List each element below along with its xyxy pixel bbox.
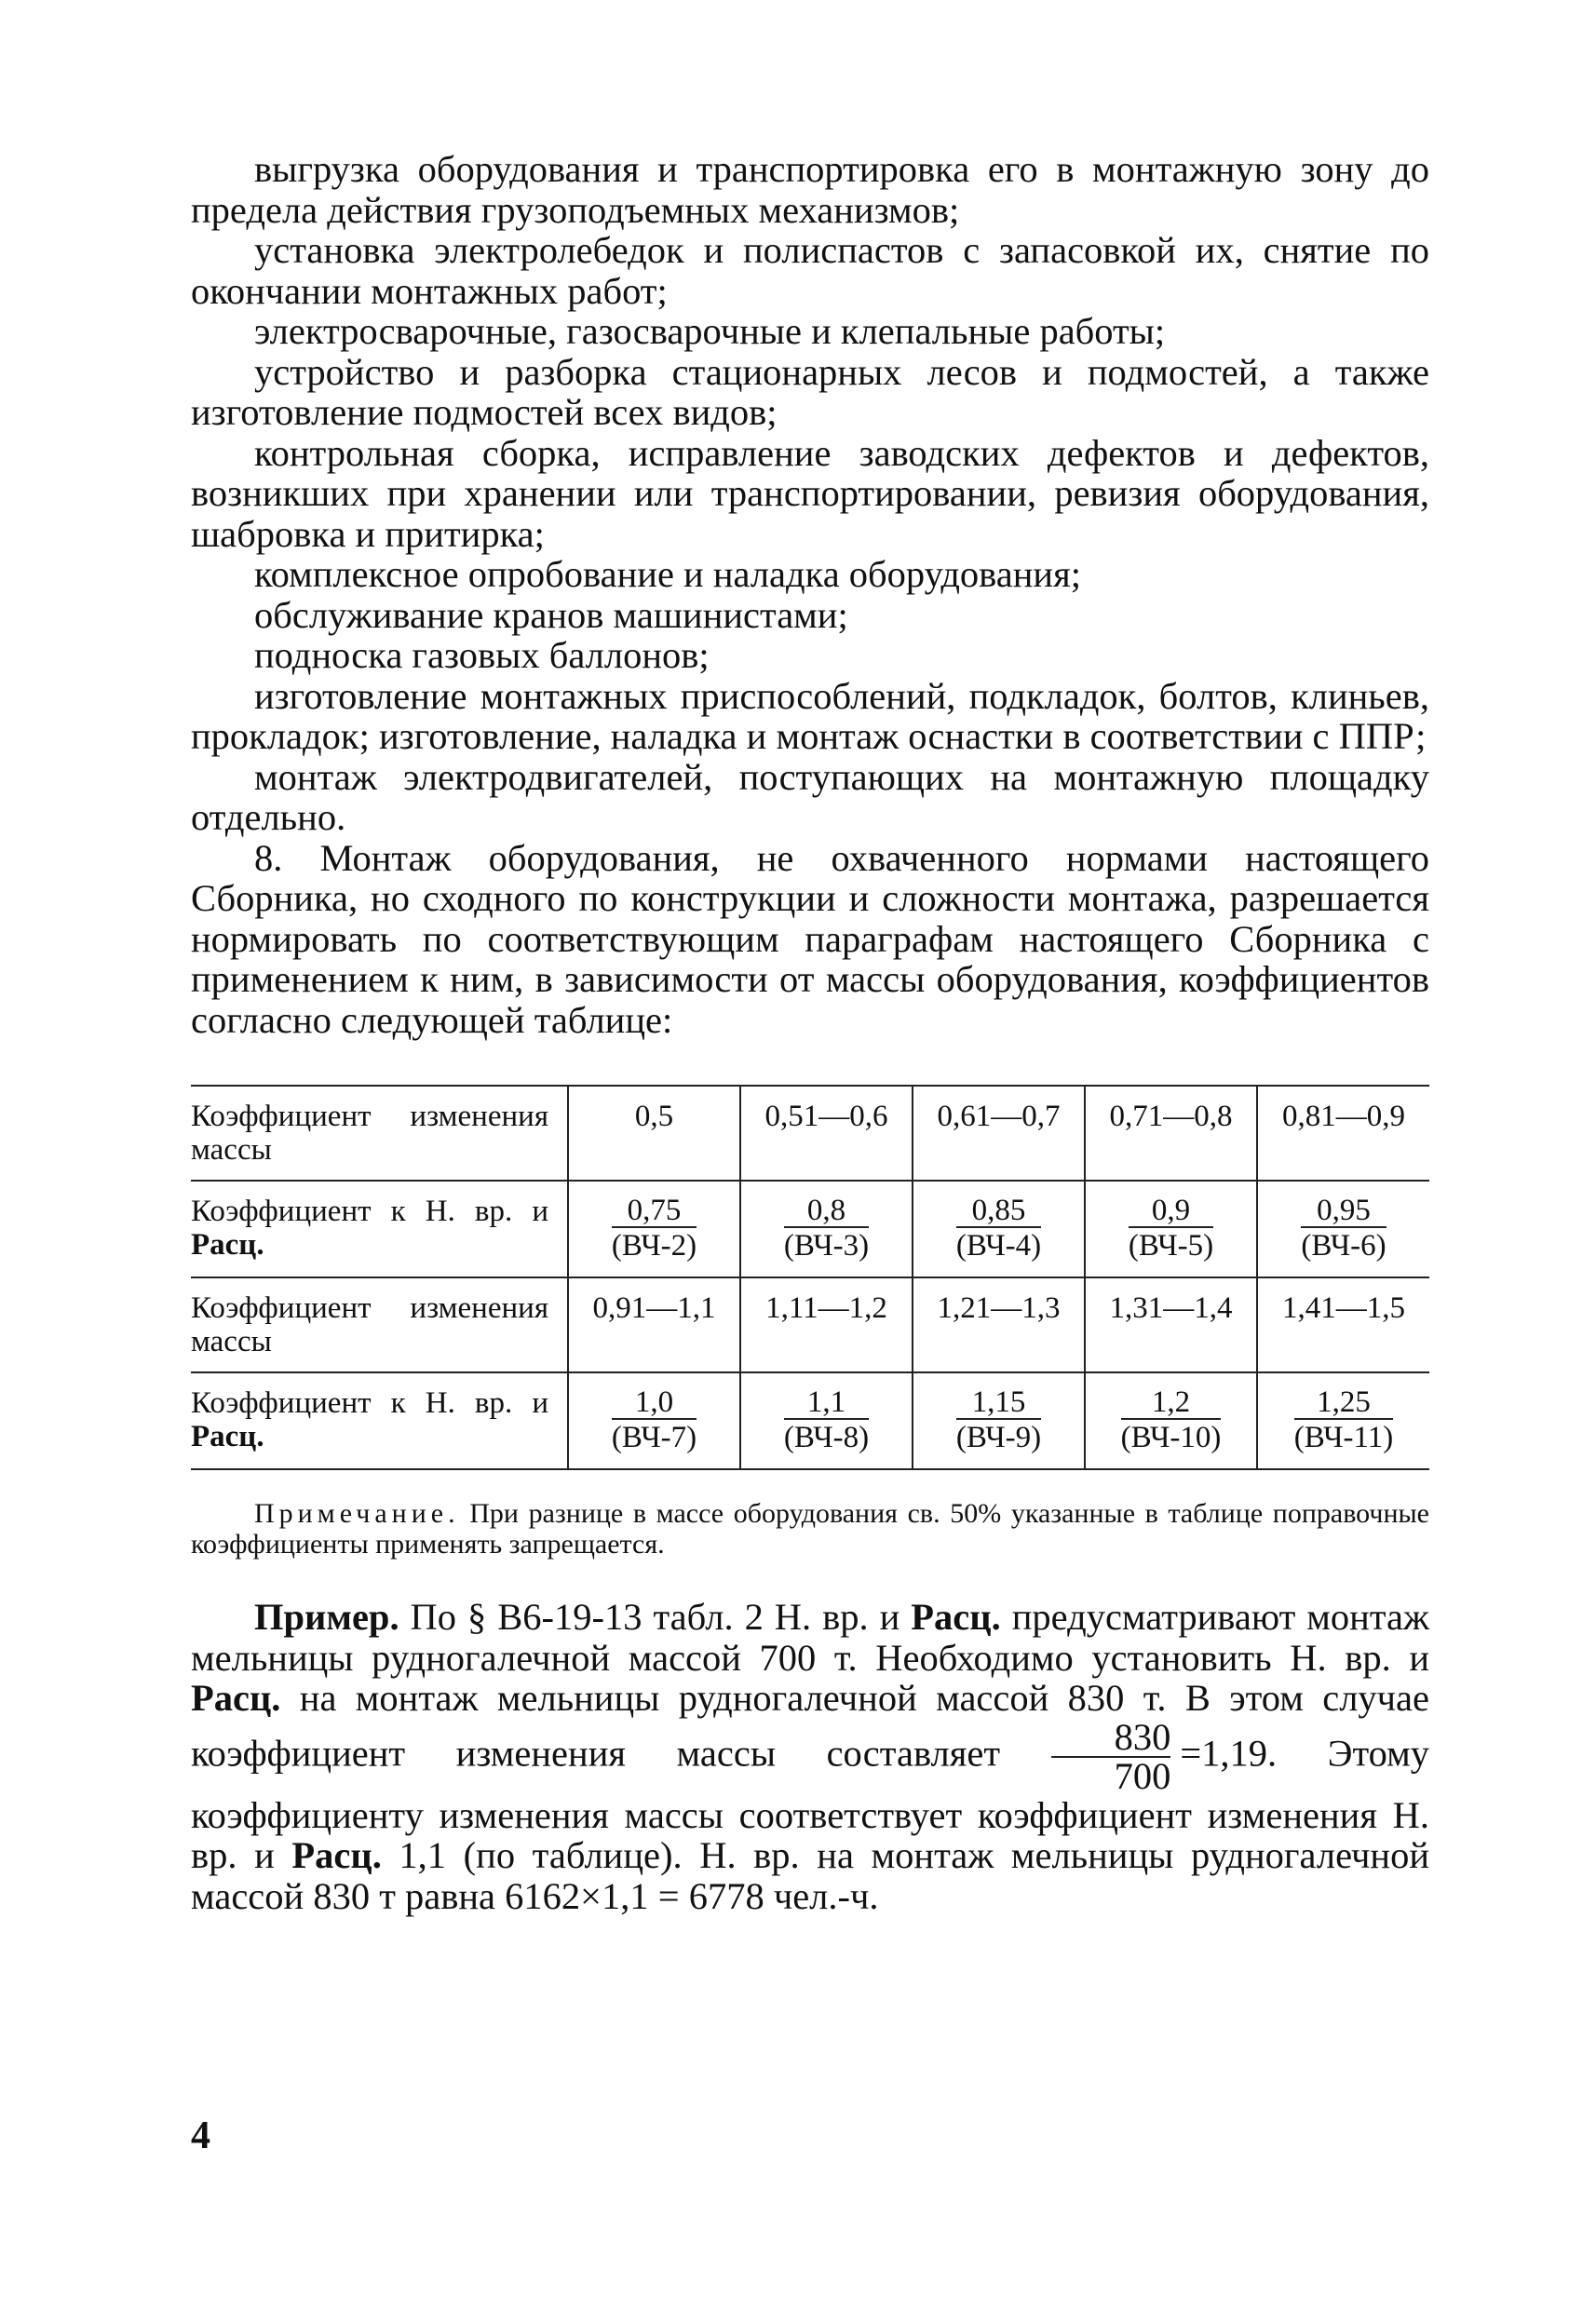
page-content	[191, 149, 1429, 1916]
table-cell: 0,71—0,8	[1085, 1086, 1257, 1181]
row-label-coef	[191, 1181, 568, 1277]
coef-fraction	[784, 1195, 869, 1263]
table-cell: 0,51—0,6	[740, 1086, 913, 1181]
coef-fraction	[956, 1386, 1041, 1455]
example-text: =1,19. Этому коэффициенту изменения массы соответствует коэффициент изменения Н. вр. и	[191, 1731, 1429, 1876]
fraction-numerator: 830	[1051, 1719, 1171, 1758]
coef-fraction	[1294, 1386, 1394, 1455]
work-list	[191, 149, 1429, 838]
coef-fraction	[1301, 1195, 1386, 1263]
coef-code: (ВЧ-4)	[955, 1229, 1042, 1263]
coef-code: (ВЧ-5)	[1128, 1229, 1214, 1263]
coef-fraction	[612, 1195, 697, 1263]
list-item: подноска газовых баллонов;	[254, 634, 710, 676]
coef-code: (ВЧ-3)	[783, 1229, 870, 1263]
table-cell	[1257, 1372, 1429, 1469]
coef-code: (ВЧ-2)	[611, 1229, 697, 1263]
coef-value: 1,2	[1121, 1386, 1222, 1420]
list-item: монтаж электродвигателей, поступающих на монтажную площадку отдельно.	[191, 755, 1429, 838]
table-cell: 1,31—1,4	[1085, 1277, 1257, 1372]
table-cell	[913, 1372, 1085, 1469]
example-paragraph	[191, 1597, 1429, 1916]
example-rasc: Расц.	[291, 1834, 382, 1876]
table-cell	[1257, 1181, 1429, 1277]
coef-value: 0,8	[784, 1195, 869, 1228]
example-text: 1,1 (по таблице). Н. вр. на монтаж мельницы рудногалечной массой 830 т равна 6162×1,1 = 6778 чел.-ч.	[191, 1834, 1429, 1917]
example-rasc: Расц.	[911, 1596, 1001, 1638]
coef-fraction	[1129, 1195, 1213, 1263]
coef-value: 0,9	[1129, 1195, 1213, 1228]
coefficient-table	[191, 1085, 1429, 1470]
coef-value: 1,0	[612, 1386, 697, 1420]
example-text: на монтаж мельницы рудногалечной массой 830 т. В этом случае коэффициент изменения массы составляет	[191, 1677, 1429, 1774]
coef-fraction	[612, 1386, 697, 1455]
coef-fraction	[956, 1195, 1041, 1263]
list-item: контрольная сборка, исправление заводских дефектов и дефектов, возникших при хранении или транспортировании, ревизия оборудования, шабровка и притирка;	[191, 431, 1429, 555]
coef-value: 1,1	[784, 1386, 869, 1420]
table-cell: 0,81—0,9	[1257, 1086, 1429, 1181]
note-text: При разнице в массе оборудования св. 50% указанные в таблице поправочные коэффициенты применять запрещается.	[191, 1498, 1429, 1560]
coef-value: 1,25	[1294, 1386, 1394, 1420]
list-item: установка электролебедок и полиспастов с запасовкой их, снятие по окончании монтажных работ;	[191, 229, 1429, 312]
table-cell	[1085, 1372, 1257, 1469]
table-row	[191, 1372, 1429, 1469]
table-cell	[740, 1372, 913, 1469]
row-label-coef	[191, 1372, 568, 1469]
coef-fraction	[784, 1386, 869, 1455]
coef-value: 0,85	[956, 1195, 1041, 1228]
list-item: изготовление монтажных приспособлений, подкладок, болтов, клиньев, прокладок; изготовление, наладка и монтаж оснастки в соответствии с ППР;	[191, 674, 1429, 757]
table-cell	[568, 1372, 740, 1469]
list-item: выгрузка оборудования и транспортировка его в монтажную зону до предела действия грузоподъемных механизмов;	[191, 148, 1429, 231]
table-cell: 1,41—1,5	[1257, 1277, 1429, 1372]
row-label-mass: Коэффициент изменения массы	[191, 1100, 548, 1167]
table-cell	[740, 1181, 913, 1277]
table-row	[191, 1086, 1429, 1181]
paragraph-8: 8. Монтаж оборудования, не охваченного нормами настоящего Сборника, но сходного по конструкции и сложности монтажа, разрешается нормировать по соответствующим параграфам настоящего Сборника с применением к ним, в зависимости от массы оборудования, коэффициентов согласно следующей таблице:	[191, 836, 1429, 1041]
list-item: устройство и разборка стационарных лесов и подмостей, а также изготовление подмостей всех видов;	[191, 350, 1429, 433]
table-cell	[913, 1181, 1085, 1277]
coef-code: (ВЧ-9)	[955, 1421, 1042, 1454]
example-rasc: Расц.	[191, 1677, 281, 1719]
table-cell: 1,21—1,3	[913, 1277, 1085, 1372]
coef-code: (ВЧ-10)	[1120, 1421, 1222, 1454]
coef-code: (ВЧ-7)	[611, 1421, 697, 1454]
coef-code: (ВЧ-8)	[783, 1421, 870, 1454]
table-cell	[568, 1181, 740, 1277]
fraction-denominator: 700	[1114, 1754, 1171, 1797]
table-note	[191, 1498, 1429, 1560]
note-label: Примечание.	[254, 1498, 460, 1529]
example-text: предусматривают монтаж мельницы рудногалечной массой 700 т. Необходимо установить Н. вр. и	[191, 1596, 1429, 1679]
table-row	[191, 1181, 1429, 1277]
coef-fraction	[1121, 1386, 1222, 1455]
table-cell: 0,61—0,7	[913, 1086, 1085, 1181]
list-item: электросварочные, газосварочные и клепальные работы;	[254, 310, 1166, 352]
table-cell: 0,5	[568, 1086, 740, 1181]
row-label-coef-bold: Расц.	[191, 1420, 264, 1453]
coef-value: 1,15	[956, 1386, 1041, 1420]
coef-value: 0,95	[1301, 1195, 1386, 1228]
example-text: По § В6-19-13 табл. 2 Н. вр. и	[399, 1596, 912, 1638]
list-item: комплексное опробование и наладка оборудования;	[254, 553, 1081, 595]
table-row	[191, 1277, 1429, 1372]
table-cell	[1085, 1181, 1257, 1277]
table-cell: 0,91—1,1	[568, 1277, 740, 1372]
table-cell: 1,11—1,2	[740, 1277, 913, 1372]
coef-value: 0,75	[612, 1195, 697, 1228]
page-number: 4	[191, 2114, 210, 2157]
example-label: Пример.	[254, 1596, 399, 1638]
mass-ratio-fraction	[1051, 1715, 1171, 1797]
row-label-coef-text: Коэффициент к Н. вр. и	[191, 1386, 548, 1420]
list-item: обслуживание кранов машинистами;	[254, 593, 848, 636]
coef-code: (ВЧ-11)	[1293, 1421, 1394, 1454]
row-label-mass: Коэффициент изменения массы	[191, 1291, 548, 1358]
coef-code: (ВЧ-6)	[1301, 1229, 1386, 1263]
row-label-coef-text: Коэффициент к Н. вр. и	[191, 1195, 548, 1228]
row-label-coef-bold: Расц.	[191, 1228, 264, 1262]
